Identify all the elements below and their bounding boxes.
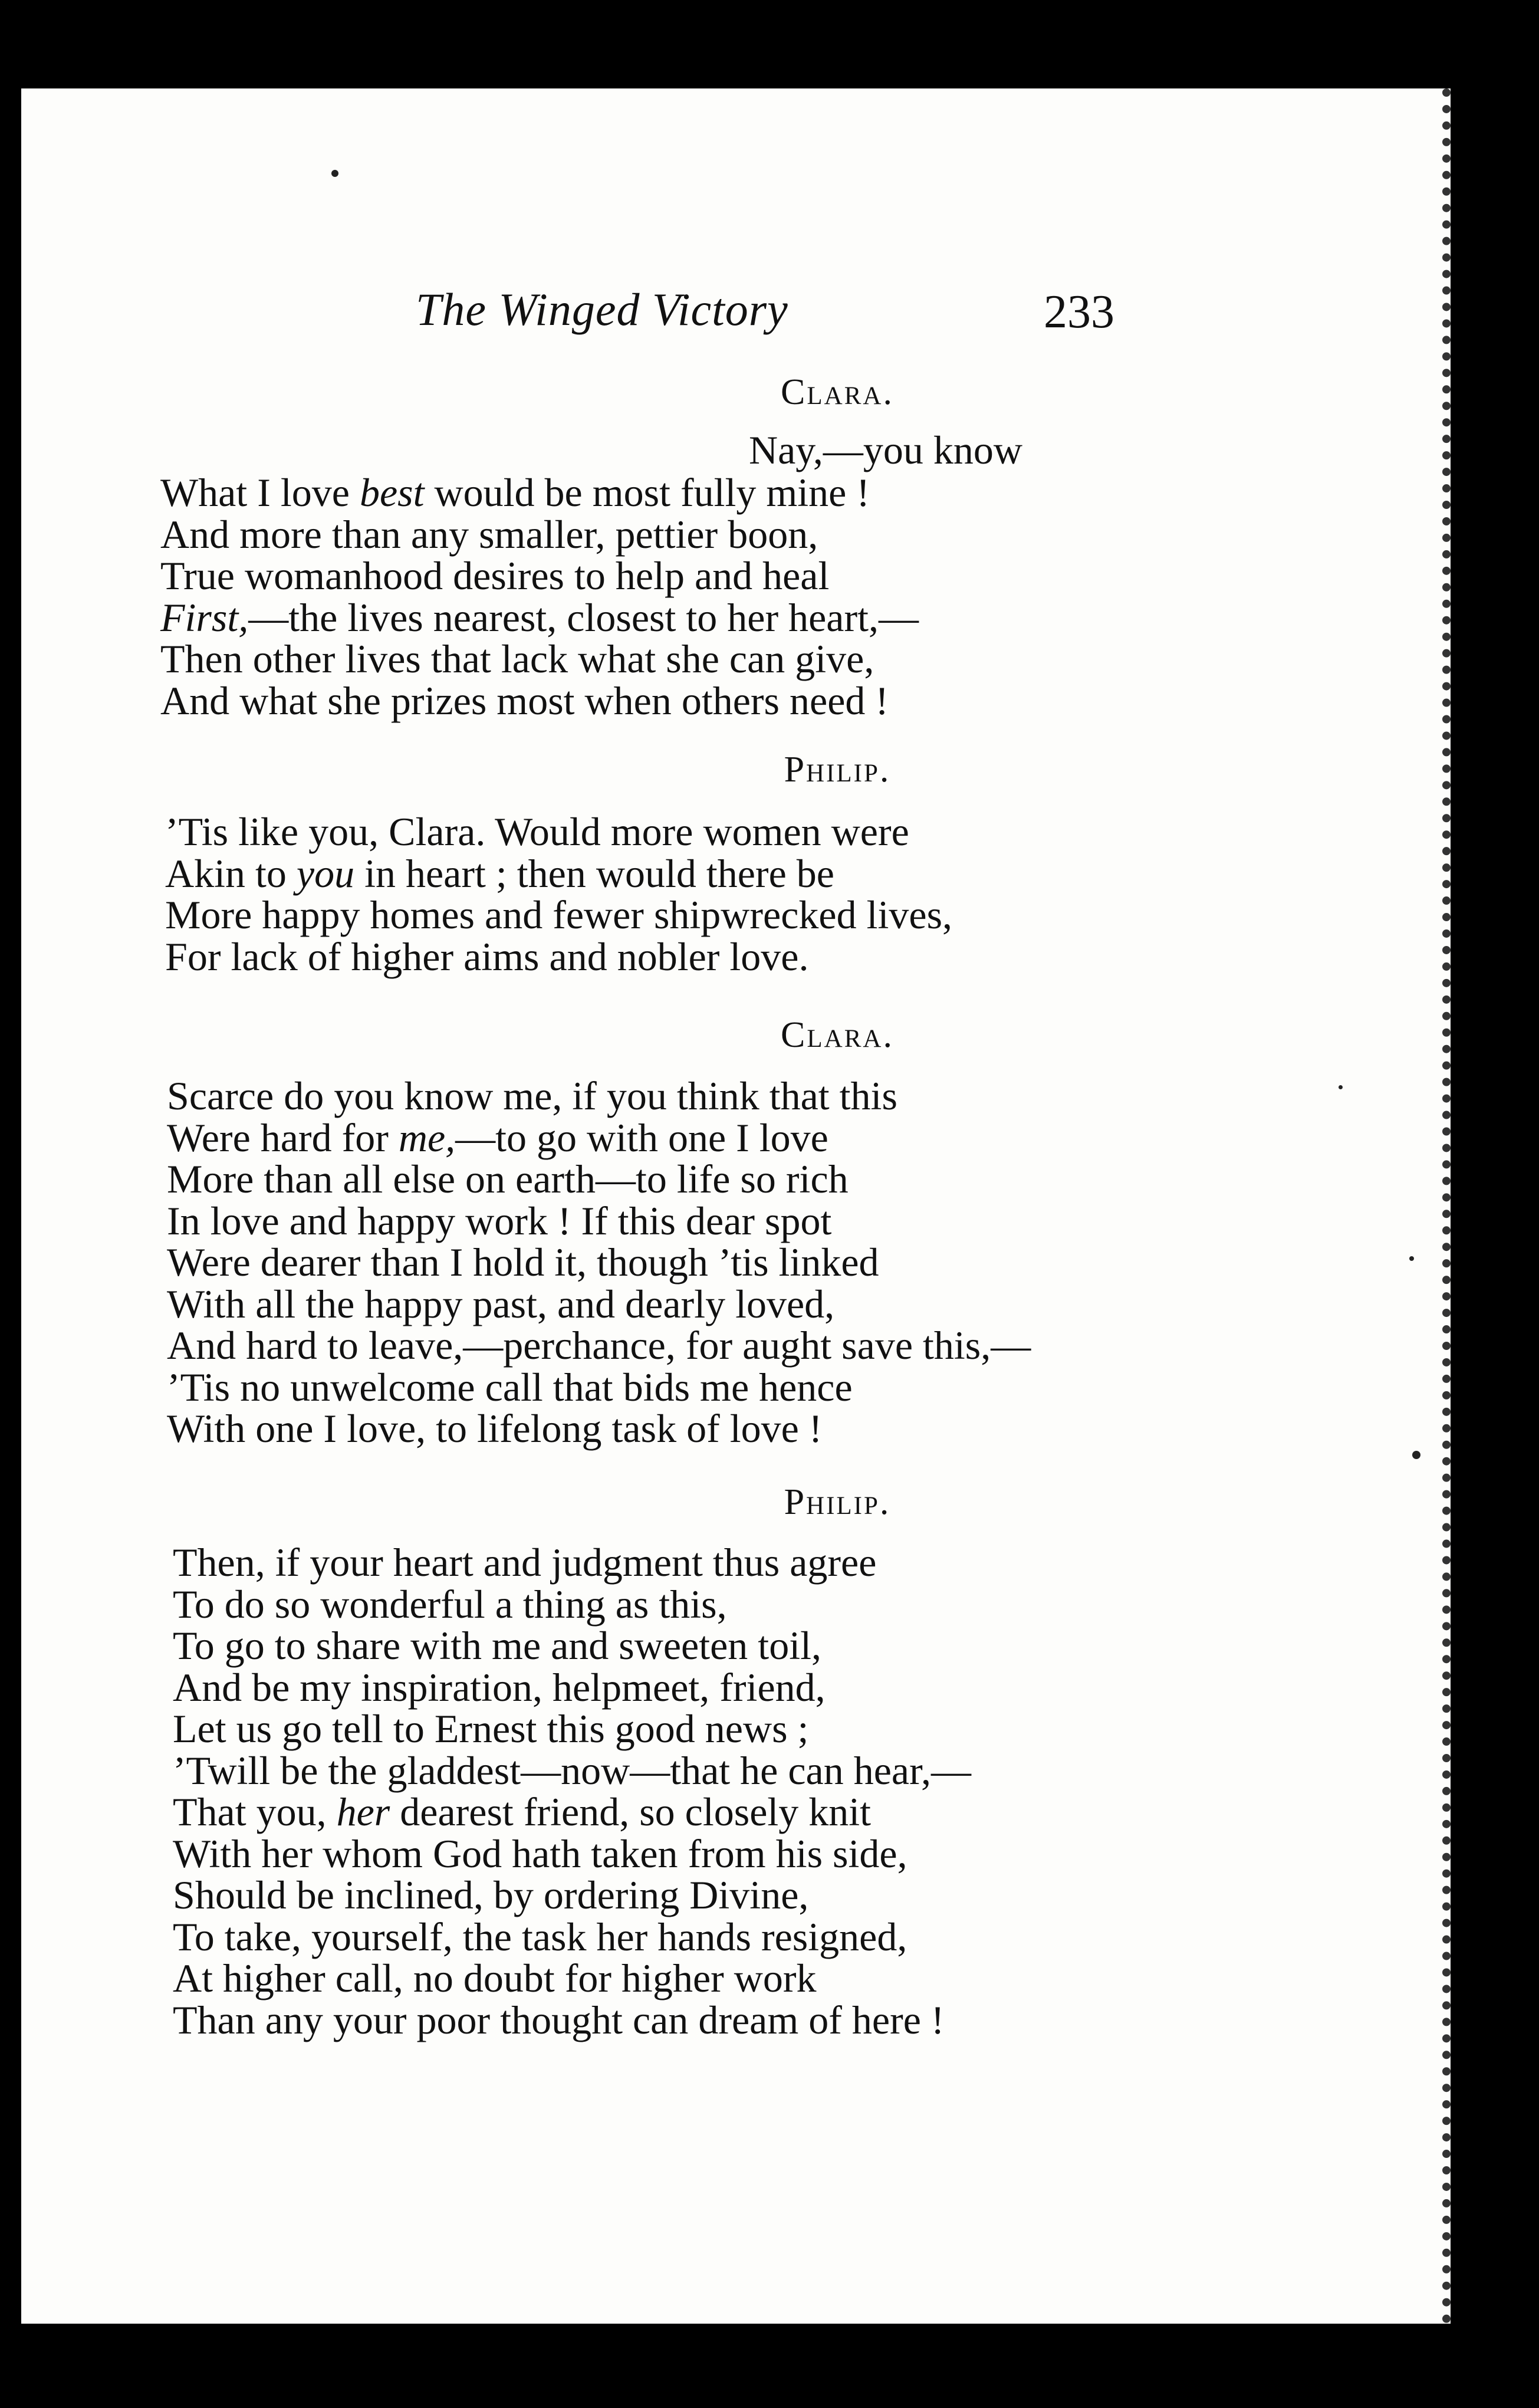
emphasis: me, — [398, 1115, 456, 1160]
verse-line: To take, yourself, the task her hands resigned, — [173, 1914, 907, 1959]
emphasis: best — [359, 470, 425, 515]
verse-line: For lack of higher aims and nobler love. — [165, 934, 809, 979]
print-speck — [1339, 1085, 1343, 1089]
verse-line: At higher call, no doubt for higher work — [173, 1956, 817, 2000]
stanza — [167, 1075, 1031, 1450]
speaker-heading: Clara. — [781, 372, 894, 412]
running-title: The Winged Victory — [416, 284, 788, 335]
verse-line: Let us go tell to Ernest this good news ; — [173, 1706, 809, 1751]
speaker-heading: Clara. — [781, 1015, 894, 1055]
emphasis: you — [296, 850, 355, 896]
verse-line: ’Twill be the gladdest—now—that he can hear,— — [173, 1747, 971, 1793]
verse-line: That you, her dearest friend, so closely knit — [173, 1789, 872, 1834]
print-speck — [331, 170, 338, 177]
print-speck — [1409, 1256, 1414, 1261]
verse-line: Were hard for me,—to go with one I love — [167, 1115, 828, 1160]
page-number: 233 — [1044, 286, 1114, 338]
emphasis: First, — [160, 594, 249, 640]
verse-line: With all the happy past, and dearly loved, — [167, 1281, 835, 1326]
speaker-heading: Philip. — [784, 750, 891, 790]
verse-line: More than all else on earth—to life so rich — [167, 1157, 849, 1201]
emphasis: her — [336, 1789, 390, 1834]
verse-line: To do so wonderful a thing as this, — [173, 1581, 727, 1627]
verse-line: And more than any smaller, pettier boon, — [160, 511, 818, 557]
verse-line: ’Tis no unwelcome call that bids me hence — [167, 1364, 853, 1410]
running-head — [0, 283, 1539, 342]
verse-line: Should be inclined, by ordering Divine, — [173, 1872, 809, 1917]
verse-line: With one I love, to lifelong task of love ! — [167, 1406, 823, 1451]
verse-line: True womanhood desires to help and heal — [160, 553, 830, 598]
stanza — [160, 472, 919, 721]
verse-line: Were dearer than I hold it, though ’tis linked — [167, 1240, 879, 1285]
verse-line: In love and happy work ! If this dear spot — [167, 1198, 832, 1243]
verse-line: Then, if your heart and judgment thus agree — [173, 1540, 877, 1585]
verse-line: ’Tis like you, Clara. Would more women were — [165, 809, 909, 854]
speaker-heading: Philip. — [784, 1482, 891, 1522]
verse-line: Akin to you in heart ; then would there be — [165, 850, 834, 896]
verse-line: Scarce do you know me, if you think that this — [167, 1073, 897, 1118]
stanza — [165, 811, 952, 977]
verse-line: And what she prizes most when others need ! — [160, 678, 889, 723]
verse-line: Then other lives that lack what she can give, — [160, 636, 874, 681]
print-speck — [1412, 1451, 1420, 1459]
verse-line: More happy homes and fewer shipwrecked lives, — [165, 892, 953, 937]
verse-line: With her whom God hath taken from his side, — [173, 1831, 907, 1876]
verse-line: Than any your poor thought can dream of here ! — [173, 1997, 945, 2042]
verse-line: And be my inspiration, helpmeet, friend, — [173, 1664, 826, 1710]
verse-line: And hard to leave,—perchance, for aught save this,— — [167, 1323, 1031, 1368]
verse-line: To go to share with me and sweeten toil, — [173, 1623, 821, 1668]
stanza — [173, 1542, 971, 2041]
verse-line: First,—the lives nearest, closest to her heart,— — [160, 594, 919, 640]
verse-line: Nay,—you know — [749, 428, 1022, 472]
verse-line: What I love best would be most fully mine ! — [160, 470, 870, 515]
